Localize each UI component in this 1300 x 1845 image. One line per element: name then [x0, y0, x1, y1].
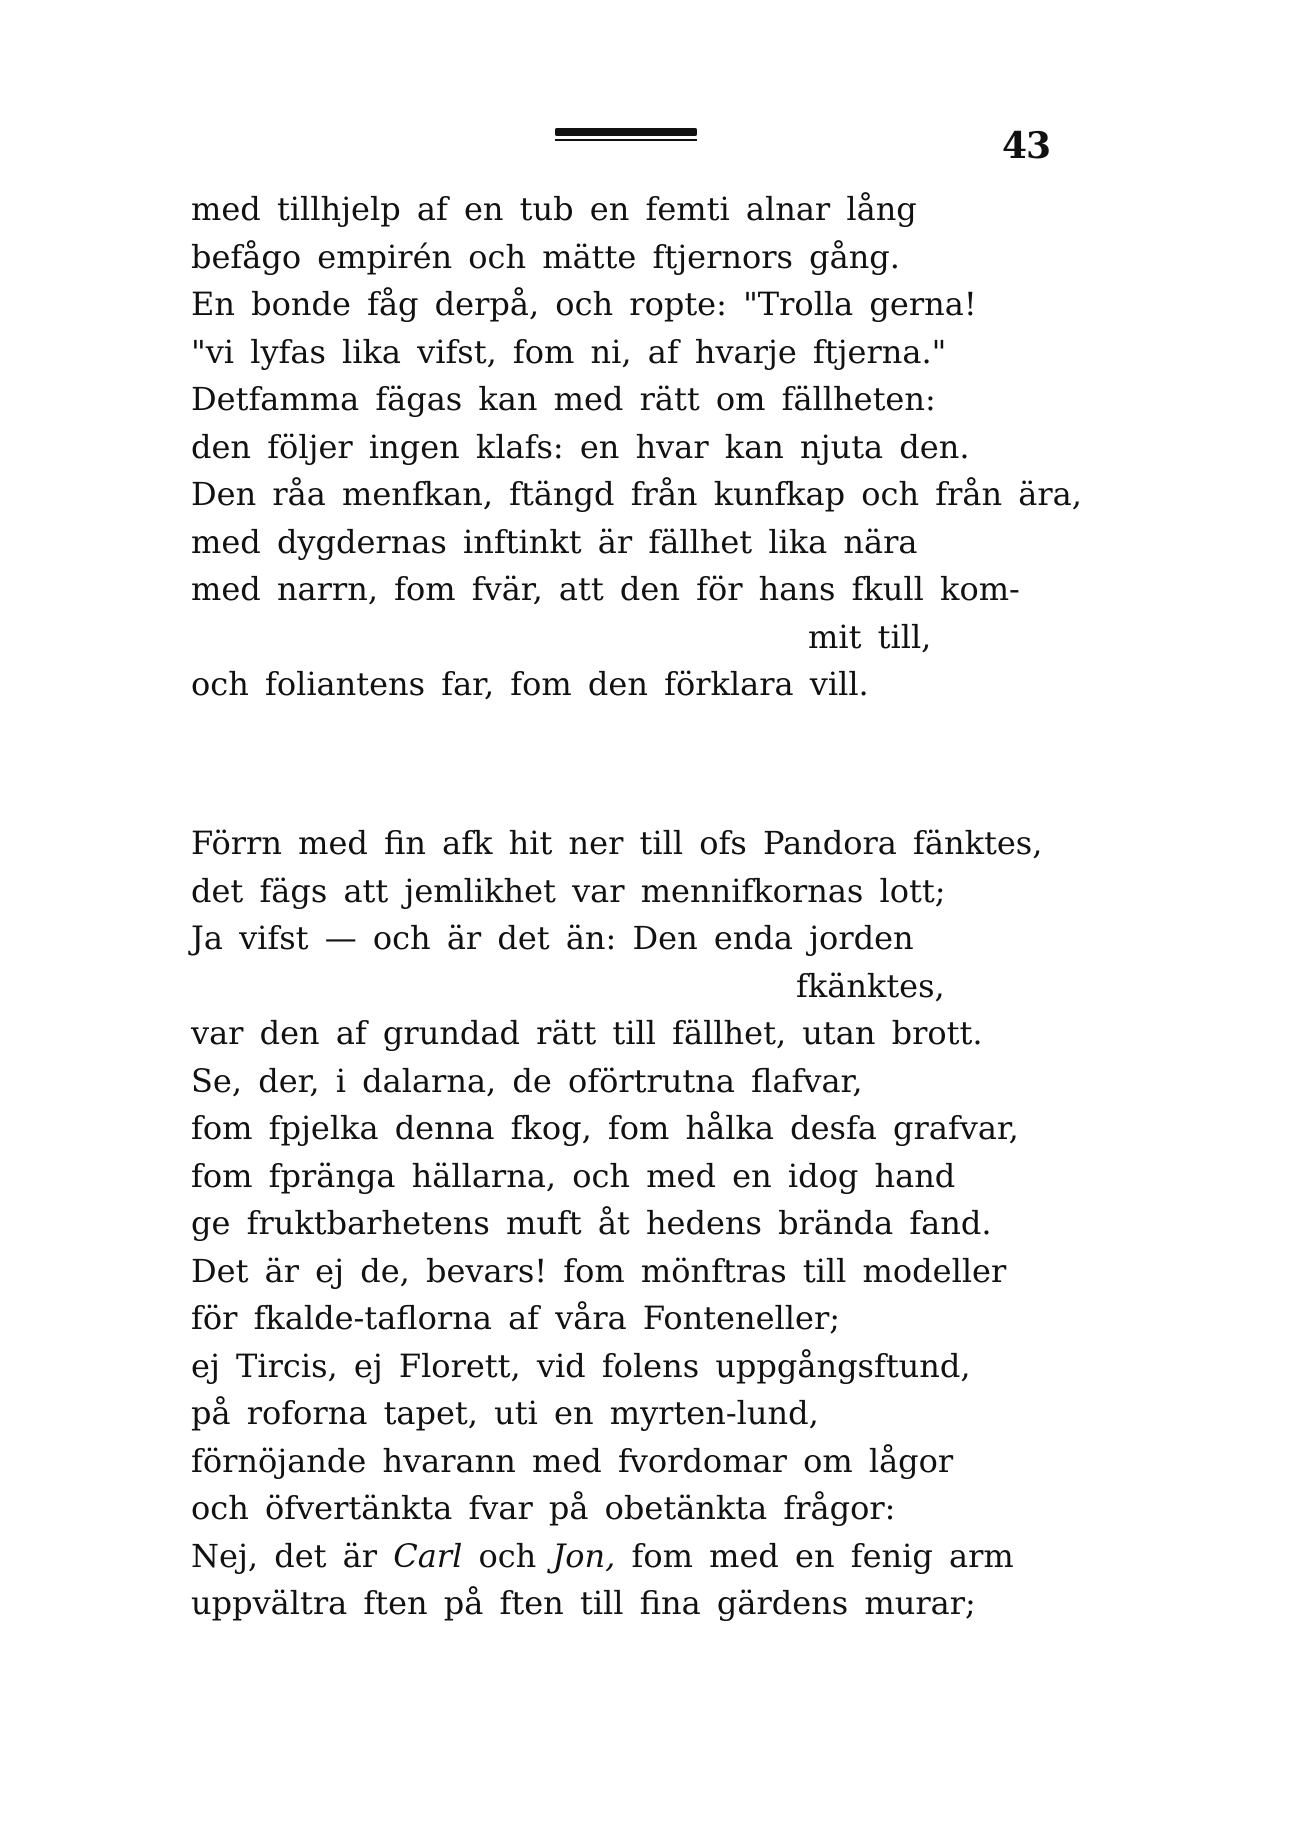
- verse-line: med narrn, fom fvär, att den för hans fkull kom-: [191, 570, 1020, 608]
- verse-line: med tillhjelp af en tub en femti alnar lång: [191, 190, 917, 228]
- verse-line: Detfamma fägas kan med rätt om fällheten:: [191, 380, 936, 418]
- verse-line-with-names: [191, 1533, 1111, 1581]
- stanza-2: [191, 820, 1111, 1628]
- verse-line: Förrn med fin afk hit ner till ofs Pandora fänktes,: [191, 824, 1043, 862]
- verse-line: Den råa menfkan, ftängd från kunfkap och från ära,: [191, 475, 1082, 513]
- verse-line: uppvältra ften på ften till fina gärdens murar;: [191, 1584, 976, 1622]
- verse-line: Se, der, i dalarna, de oförtrutna flafvar,: [191, 1061, 863, 1100]
- verse-line: Det är ej de, bevars! fom mönftras till modeller: [191, 1251, 1007, 1290]
- verse-line: "vi lyfas lika vifst, fom ni, af hvarje ftjerna.": [191, 332, 947, 371]
- verse-line: den följer ingen klafs: en hvar kan njuta den.: [191, 427, 970, 466]
- verse-line: och öfvertänkta fvar på obetänkta frågor:: [191, 1489, 896, 1527]
- verse-line: En bonde fåg derpå, och ropte: "Trolla gerna!: [191, 285, 977, 323]
- verse-segment: Nej, det är: [191, 1536, 378, 1575]
- verse-line: och foliantens far, fom den förklara vill.: [191, 665, 869, 703]
- page-number: 43: [1002, 125, 1051, 167]
- verse-line: med dygdernas inftinkt är fällhet lika nära: [191, 522, 918, 561]
- verse-segment: fom med en fenig arm: [631, 1536, 1014, 1575]
- verse-line: fom fpränga hällarna, och med en idog hand: [191, 1156, 956, 1195]
- verse-line: för fkalde-taflorna af våra Fonteneller;: [191, 1299, 841, 1337]
- verse-line: ej Tircis, ej Florett, vid folens uppgångsftund,: [191, 1346, 971, 1385]
- verse-line: fom fpjelka denna fkog, fom hålka desfa grafvar,: [191, 1109, 1019, 1147]
- verse-line-runover: fkänktes,: [796, 966, 945, 1005]
- italic-name-carl: Carl: [393, 1536, 463, 1575]
- verse-line: det fägs att jemlikhet var mennifkornas lott;: [191, 871, 946, 910]
- verse-line: befågo empirén och mätte ftjernors gång.: [191, 237, 900, 276]
- verse-line: var den af grundad rätt till fällhet, utan brott.: [191, 1014, 983, 1052]
- verse-line: på roforna tapet, uti en myrten-lund,: [191, 1394, 819, 1432]
- verse-segment: och: [478, 1536, 537, 1575]
- italic-name-jon: Jon,: [552, 1536, 616, 1575]
- verse-line: förnöjande hvarann med fvordomar om lågor: [191, 1441, 954, 1480]
- verse-line: Ja vifst — och är det än: Den enda jorden: [191, 919, 914, 957]
- verse-line-runover: mit till,: [808, 617, 932, 656]
- header-ornament-rule: [555, 128, 697, 136]
- verse-line: ge fruktbarhetens muft åt hedens brända fand.: [191, 1204, 992, 1242]
- stanza-1: [191, 186, 1111, 709]
